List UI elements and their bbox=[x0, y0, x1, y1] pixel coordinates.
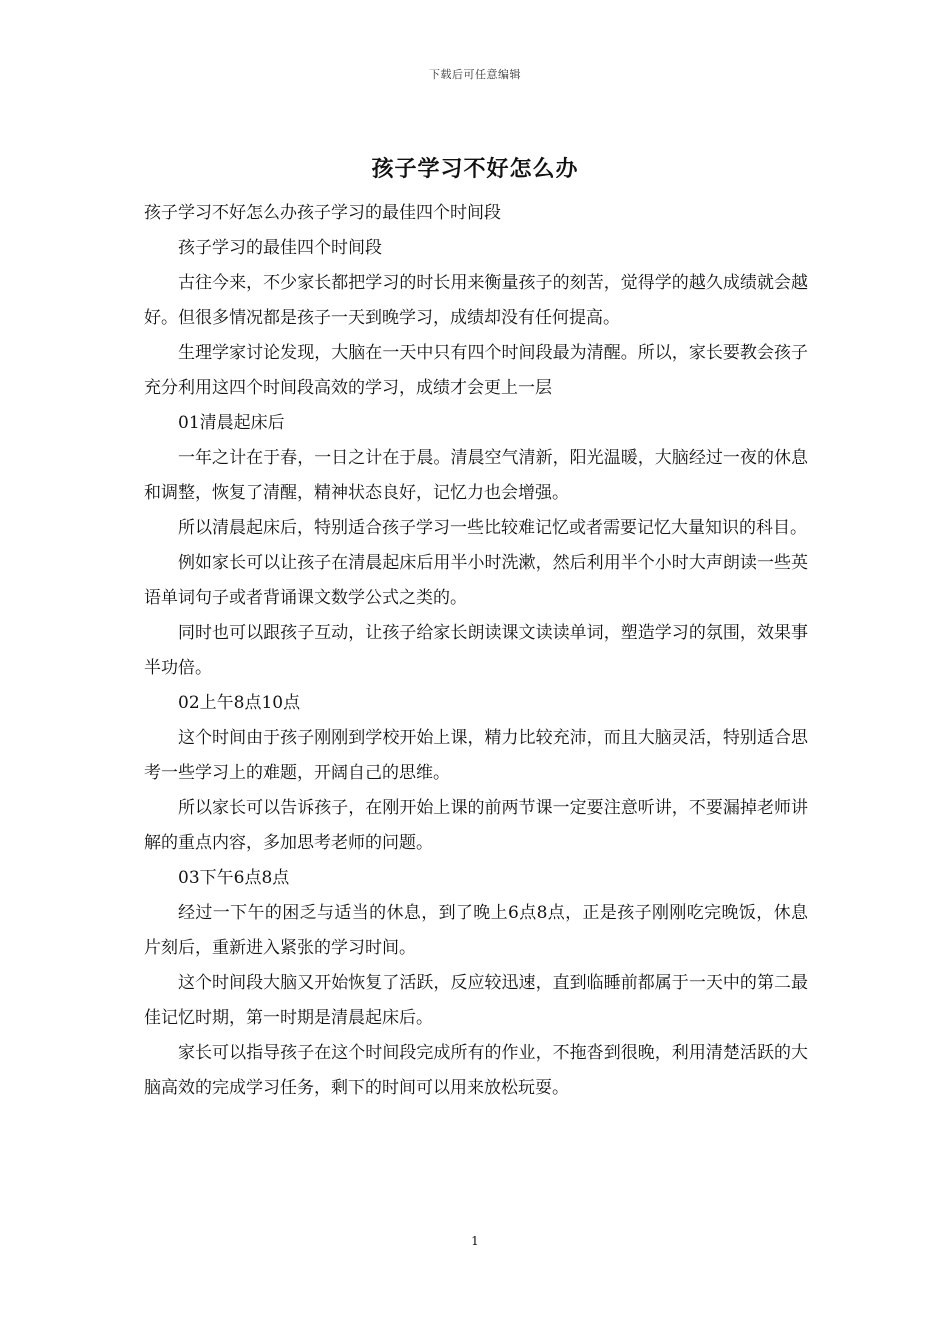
body-paragraph: 这个时间由于孩子刚刚到学校开始上课，精力比较充沛，而且大脑灵活，特别适合思考一些学习上的难题，开阔自己的思维。 bbox=[144, 728, 808, 783]
section-heading-02: 02上午8点10点 bbox=[178, 693, 301, 713]
body-paragraph: 古往今来，不少家长都把学习的时长用来衡量孩子的刻苦，觉得学的越久成绩就会越好。但很多情况都是孩子一天到晚学习，成绩却没有任何提高。 bbox=[144, 273, 808, 328]
body-paragraph: 所以家长可以告诉孩子，在刚开始上课的前两节课一定要注意听讲，不要漏掉老师讲解的重点内容，多加思考老师的问题。 bbox=[144, 798, 808, 853]
subtitle-line: 孩子学习不好怎么办孩子学习的最佳四个时间段 bbox=[144, 203, 501, 223]
body-paragraph: 例如家长可以让孩子在清晨起床后用半小时洗漱，然后利用半个小时大声朗读一些英语单词句子或者背诵课文数学公式之类的。 bbox=[144, 553, 808, 608]
body-paragraph: 所以清晨起床后，特别适合孩子学习一些比较难记忆或者需要记忆大量知识的科目。 bbox=[178, 518, 807, 538]
section-heading-01: 01清晨起床后 bbox=[178, 413, 285, 433]
section-heading: 孩子学习的最佳四个时间段 bbox=[178, 238, 382, 258]
body-paragraph: 生理学家讨论发现，大脑在一天中只有四个时间段最为清醒。所以，家长要教会孩子充分利用这四个时间段高效的学习，成绩才会更上一层 bbox=[144, 343, 808, 398]
body-paragraph: 这个时间段大脑又开始恢复了活跃，反应较迅速，直到临睡前都属于一天中的第二最佳记忆时期，第一时期是清晨起床后。 bbox=[144, 973, 808, 1028]
body-paragraph: 经过一下午的困乏与适当的休息，到了晚上6点8点，正是孩子刚刚吃完晚饭，休息片刻后，重新进入紧张的学习时间。 bbox=[144, 903, 808, 958]
body-paragraph: 家长可以指导孩子在这个时间段完成所有的作业，不拖沓到很晚，利用清楚活跃的大脑高效的完成学习任务，剩下的时间可以用来放松玩耍。 bbox=[144, 1043, 808, 1098]
header-note: 下载后可任意编辑 bbox=[429, 68, 521, 81]
document-title: 孩子学习不好怎么办 bbox=[371, 156, 579, 182]
document-body bbox=[144, 196, 808, 1106]
body-paragraph: 一年之计在于春，一日之计在于晨。清晨空气清新，阳光温暖，大脑经过一夜的休息和调整，恢复了清醒，精神状态良好，记忆力也会增强。 bbox=[144, 448, 808, 503]
page-number: 1 bbox=[471, 1234, 479, 1248]
body-paragraph: 同时也可以跟孩子互动，让孩子给家长朗读课文读读单词，塑造学习的氛围，效果事半功倍。 bbox=[144, 623, 808, 678]
section-heading-03: 03下午6点8点 bbox=[178, 868, 290, 888]
